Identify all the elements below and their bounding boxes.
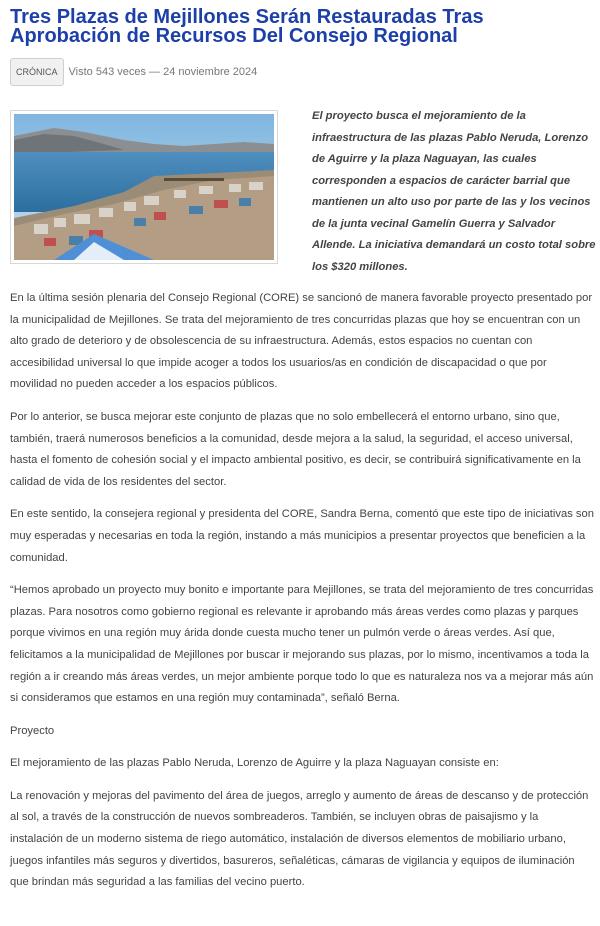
section-subheading: Proyecto <box>10 724 55 737</box>
body-paragraph: La renovación y mejoras del pavimento del área de juegos, arreglo y aumento de áreas de descanso y de protección al sol, a través de la construcción de nuevos sombreaderos. También, se incluyen obras de paisajismo y la instalación de un moderno sistema de riego automático, instalación de diversos elementos de mobiliario urbano, juegos infantiles más seguros y divertidos, basureros, señaléticas, cámaras de vigilancia y equipos de iluminación que brindan más seguridad a las familias del vecino puerto. <box>10 789 589 889</box>
article-body <box>10 288 594 905</box>
article-title: Tres Plazas de Mejillones Serán Restauradas Tras Aprobación de Recursos Del Consejo Regional <box>10 6 484 47</box>
article-meta <box>10 58 257 86</box>
category-badge[interactable]: CRÓNICA <box>10 58 64 86</box>
article-lead: El proyecto busca el mejoramiento de la infraestructura de las plazas Pablo Neruda, Lorenzo de Aguirre y la plaza Naguayan, las cuales corresponden a espacios de carácter barrial que mantienen un alto uso por parte de las y los vecinos de la junta vecinal Gamelín Guerra y Salvador Allende. La iniciativa demandará un costo total sobre los $320 millones. <box>312 110 596 273</box>
article-photo <box>10 110 278 264</box>
body-paragraph: Por lo anterior, se busca mejorar este conjunto de plazas que no solo embellecerá el entorno urbano, sino que, también, traerá numerosos beneficios a la comunidad, desde mejora a la salud, la seguridad, el acceso universal, hasta el fomento de cohesión social y el impacto ambiental positivo, es decir, se contribuirá significativamente en la calidad de vida de los residentes del sector. <box>10 410 581 488</box>
body-paragraph: “Hemos aprobado un proyecto muy bonito e importante para Mejillones, se trata del mejoramiento de tres concurridas plazas. Para nosotros como gobierno regional es relevante ir aprobando más áreas verdes como plazas y parques porque vivimos en una región muy árida donde cuesta mucho tener un pulmón verde o áreas verdes. Así que, felicitamos a la municipalidad de Mejillones por buscar ir mejorando sus plazas, por lo mismo, incentivamos a toda la región a ir creando más áreas verdes, un mejor ambiente porque todo lo que es naturaleza nos va a mejorar más aún si consideramos que estamos en una región muy contaminada”, señaló Berna. <box>10 584 594 705</box>
body-paragraph: El mejoramiento de las plazas Pablo Neruda, Lorenzo de Aguirre y la plaza Naguayan consiste en: <box>10 757 499 770</box>
views-and-date: Visto 543 veces — 24 noviembre 2024 <box>68 66 258 78</box>
body-paragraph: En la última sesión plenaria del Consejo Regional (CORE) se sancionó de manera favorable proyecto presentado por la municipalidad de Mejillones. Se trata del mejoramiento de tres concurridas plazas que hoy se encuentran con un alto grado de deterioro y de obsolescencia de su infraestructura. Además, estos espacios no cuentan con accesibilidad universal lo que impide acoger a todos los usuarios/as en condición de discapacidad o que por movilidad no pueden acceder a los espacios públicos. <box>10 292 593 391</box>
body-paragraph: En este sentido, la consejera regional y presidenta del CORE, Sandra Berna, comentó que este tipo de iniciativas son muy esperadas y necesarias en toda la región, instando a más municipios a presentar proyectos que beneficien a la comunidad. <box>10 508 594 564</box>
coastal-town-aerial-photo <box>14 114 274 260</box>
